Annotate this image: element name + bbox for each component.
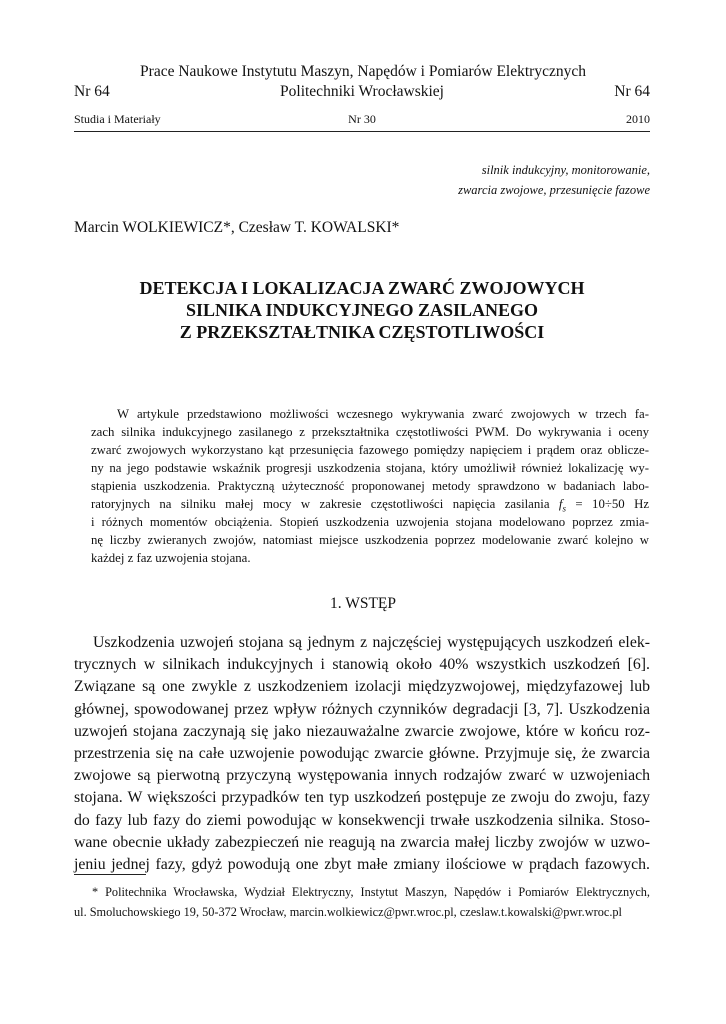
title-line: SILNIKA INDUKCYJNEGO ZASILANEGO <box>185 300 539 320</box>
title-line: DETEKCJA I LOKALIZACJA ZWARĆ ZWOJOWYCH <box>139 278 585 298</box>
abstract-line: nę liczby zwieranych zwojów, natomiast miejsce uszkodzenia poprzez modelowanie zwarć kolejno w <box>91 533 649 547</box>
series-number: Nr 30 <box>348 112 376 126</box>
keywords-line: silnik indukcyjny, monitorowanie, <box>481 163 650 177</box>
body-line: stojana. W większości przypadków ten typ uszkodzeń postępuje ze zwoju do zwoju, fazy <box>74 789 650 807</box>
body-line: do fazy lub fazy do ziemi powodując w konsekwencji trwałe uszkodzenia silnika. Stoso- <box>74 811 650 829</box>
authors: Marcin WOLKIEWICZ*, Czesław T. KOWALSKI* <box>74 219 400 236</box>
paper-title <box>74 277 650 343</box>
abstract <box>91 405 649 567</box>
section-body <box>74 632 650 876</box>
body-line: Związane są one zwykle z uszkodzeniem izolacji międzyzwojowej, międzyfazowej lub <box>74 678 650 696</box>
body-line: jeniu jednej fazy, gdyż powodują one zbyt małe zmiany ilościowe w prądach fazowych. <box>74 855 650 873</box>
body-line: Uszkodzenia uzwojeń stojana są jednym z najczęściej występujących uszkodzeń elek- <box>93 634 650 651</box>
body-line: głównej, spowodowanej przez wpływ różnych czynników degradacji [3, 7]. Uszkodzenia <box>74 700 650 718</box>
journal-title-line2: Politechniki Wrocławskiej <box>280 83 444 100</box>
body-line: przestrzenia się na całe uzwojenie powodując zwarcie główne. Przyjmuje się, że zwarcia <box>74 744 650 762</box>
journal-title-line1: Prace Naukowe Instytutu Maszyn, Napędów i Pomiarów Elektrycznych <box>140 63 586 80</box>
footnote-divider <box>74 874 146 875</box>
issue-number-left: Nr 64 <box>74 83 110 100</box>
abstract-line-text: ratoryjnych na silniku małej mocy w zakresie częstotliwości napięcia zasilania <box>91 497 550 511</box>
body-line: zwojowe są pierwotną przyczyną występowania innych rodzajów zwarć w uzwojeniach <box>74 767 650 785</box>
frequency-subscript: s <box>562 503 566 514</box>
footnote-line: * Politechnika Wrocławska, Wydział Elektryczny, Instytut Maszyn, Napędów i Pomiarów Elektrycznych, <box>92 885 650 899</box>
publication-year: 2010 <box>626 112 650 126</box>
issue-number-right: Nr 64 <box>614 83 650 100</box>
keywords <box>230 160 650 200</box>
abstract-line-with-formula <box>91 495 649 513</box>
body-line: uzwojeń stojana zaczynają się jako niezauważalne zwarcie zwojowe, które w końcu roz- <box>74 722 650 740</box>
section-heading: 1. WSTĘP <box>329 595 397 612</box>
abstract-line: W artykule przedstawiono możliwości wczesnego wykrywania zwarć zwojowych w trzech fa- <box>117 407 649 421</box>
frequency-range: = 10÷50 Hz <box>575 497 649 511</box>
abstract-line: i różnych momentów obciążenia. Stopień uszkodzenia uzwojenia stojana modelowano poprzez zmia- <box>91 515 649 529</box>
abstract-line: każdej z faz uzwojenia stojana. <box>91 551 251 565</box>
footnote <box>74 882 650 922</box>
abstract-line: zwarć zwojowych wykorzystano kąt przesunięcia fazowego pomiędzy napięciem i prądem oraz oblicze- <box>91 443 649 457</box>
keywords-line: zwarcia zwojowe, przesunięcie fazowe <box>458 183 650 197</box>
body-line: trycznych w silnikach indukcyjnych i stanowią około 40% wszystkich uszkodzeń [6]. <box>74 656 650 674</box>
footnote-line: ul. Smoluchowskiego 19, 50-372 Wrocław, marcin.wolkiewicz@pwr.wroc.pl, czeslaw.t.kowalski@pwr.wroc.pl <box>74 905 622 919</box>
abstract-line: ny na jego podstawie wskaźnik progresji uszkodzenia stojana, który umożliwił również lokalizację wy- <box>91 461 649 475</box>
body-line: wane obecnie układy zabezpieczeń nie reagują na zwarcia małej liczby zwojów w uzwo- <box>74 833 650 851</box>
series-name: Studia i Materiały <box>74 112 161 126</box>
title-line: Z PRZEKSZTAŁTNIKA CZĘSTOTLIWOŚCI <box>179 322 545 342</box>
frequency-symbol: f <box>558 497 563 511</box>
abstract-line: stąpienia uszkodzenia. Praktyczną użyteczność proponowanej metody sprawdzono w badaniach labo- <box>91 479 649 493</box>
abstract-line: zach silnika indukcyjnego zasilanego z przekształtnika częstotliwości PWM. Do wykrywania i oceny <box>91 425 649 439</box>
header-divider <box>74 131 650 132</box>
